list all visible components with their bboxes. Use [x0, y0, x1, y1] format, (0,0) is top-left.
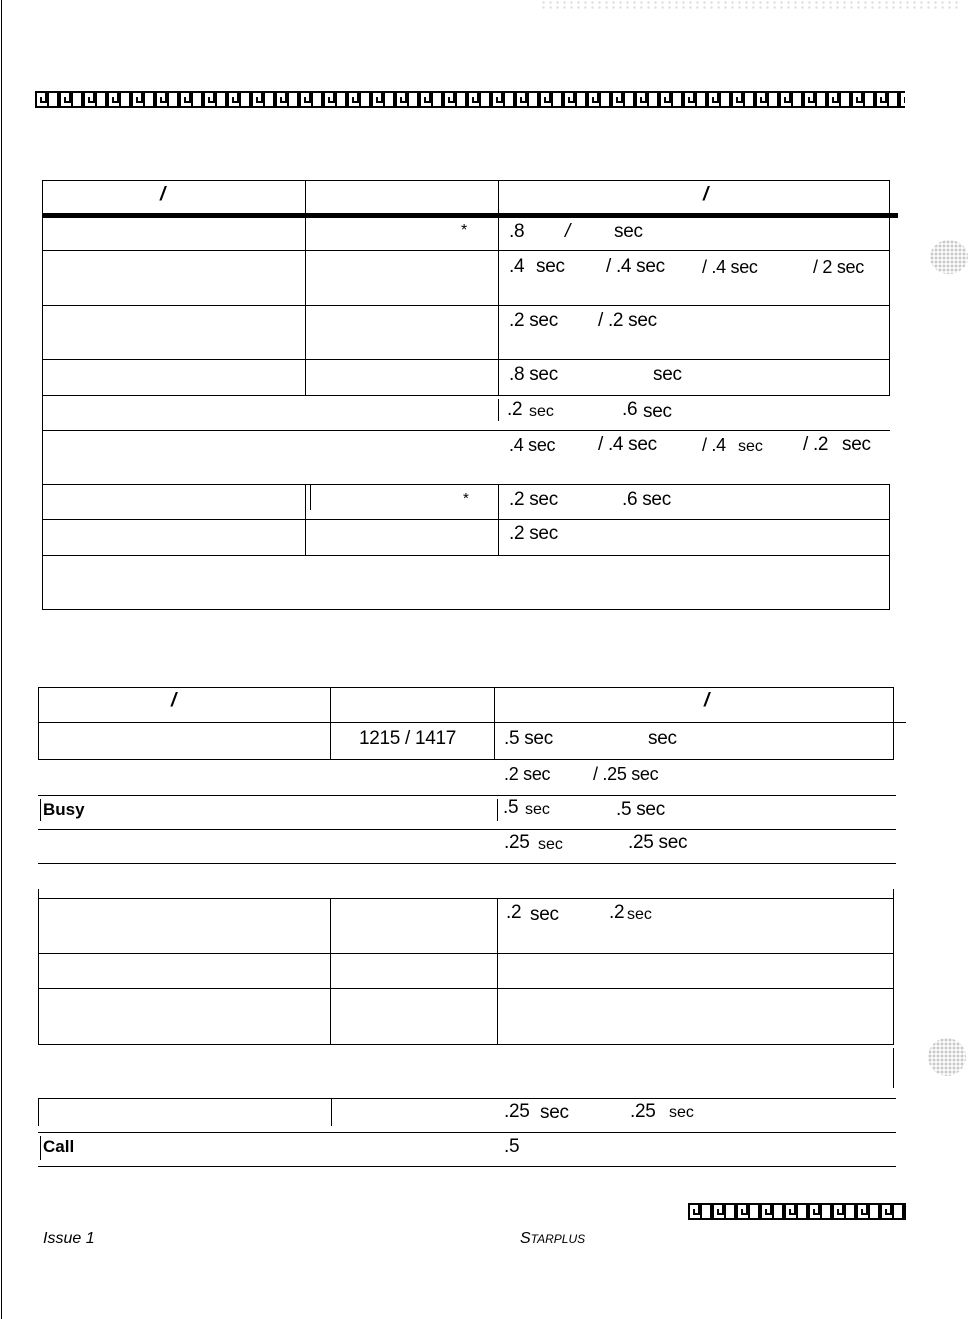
table1-row2-v4: / 2 sec — [813, 257, 864, 277]
table2-row1-col2: 1215 / 1417 — [359, 728, 457, 749]
table1-row1-slash: / — [565, 221, 571, 242]
page-edge-line — [1, 0, 2, 1319]
footer-product-prefix: S — [520, 1230, 531, 1247]
table2-header-col1-slash: / — [171, 690, 177, 711]
table2-row4-v2: .25 sec — [628, 832, 688, 853]
table2-row2-v2: / .25 sec — [593, 764, 659, 784]
table1-top-border — [42, 180, 890, 181]
table4-row2-label: Call — [43, 1137, 75, 1156]
scan-noise — [540, 0, 960, 10]
table1-row6-v2: / .4 sec — [598, 434, 657, 455]
table2-row3-v1: .5 — [503, 797, 519, 818]
table1-header-col1-slash: / — [160, 184, 166, 205]
table1-row3-v1: .2 sec — [509, 310, 558, 331]
table1-row7-v1: .2 sec — [509, 489, 558, 510]
table1-row6-u4: sec — [842, 434, 871, 455]
table2-header-col3-slash: / — [704, 690, 710, 711]
table3-row1-v2: .2 — [609, 902, 625, 923]
table2-row3-u1: sec — [525, 801, 550, 818]
table1-header-rule — [42, 213, 898, 218]
table2-row4-u1: sec — [538, 836, 563, 853]
table1-row6-v4: / .2 — [803, 434, 829, 455]
binder-hole-mark-2 — [928, 1038, 966, 1076]
table2-row3-v2: .5 sec — [616, 799, 665, 820]
footer-product-rest: TARPLUS — [530, 1232, 586, 1246]
greek-key-border-top — [35, 90, 905, 108]
table1-row3-v2: / .2 sec — [598, 310, 657, 331]
table1-row2-v1: .4 — [509, 256, 525, 277]
table1-row1-value: .8 — [509, 221, 525, 242]
table2-row4-v1: .25 — [504, 832, 530, 853]
table1-header-col3-slash: / — [703, 184, 709, 205]
table1-row5-v1: .2 — [507, 399, 523, 420]
table1-row4-v1: .8 sec — [509, 364, 558, 385]
table3-row1-v1: .2 — [506, 902, 522, 923]
table4-row1-u2: sec — [669, 1104, 694, 1121]
table4-row2-v1: .5 — [504, 1136, 520, 1157]
table1-row7-col2-asterisk: * — [463, 490, 469, 507]
table4-row1-v1: .25 — [504, 1101, 530, 1122]
table1-row1-unit: sec — [614, 221, 643, 242]
footer-product — [520, 1228, 585, 1250]
table2-row2-v1: .2 sec — [504, 764, 551, 784]
table2-row1-u2: sec — [648, 728, 677, 749]
table1-row7-v2: .6 sec — [622, 489, 671, 510]
table1-row8-v1: .2 sec — [509, 523, 558, 544]
table1-row6-v1: .4 sec — [509, 435, 556, 455]
binder-hole-mark-1 — [930, 240, 968, 274]
table2-row1-v1: .5 sec — [504, 728, 553, 749]
table2-row3-label: Busy — [43, 800, 85, 819]
table1-bottom-border — [42, 609, 890, 610]
table1-row4-u2: sec — [653, 364, 682, 385]
table1-row2-v2: / .4 sec — [606, 256, 665, 277]
table3-row1-u2: sec — [627, 906, 652, 923]
table1-row2-v3: / .4 sec — [702, 257, 758, 277]
table1-row5-u1: sec — [529, 403, 554, 420]
table1-row2-u1: sec — [536, 256, 565, 277]
table1-row6-u3: sec — [738, 438, 763, 455]
table4-row1-v2: .25 — [630, 1101, 656, 1122]
table1-row5-u2: sec — [643, 401, 672, 422]
table1-row5-v2: .6 — [622, 399, 638, 420]
table4-row1-u1: sec — [540, 1102, 569, 1123]
table3-row1-u1: sec — [530, 904, 559, 925]
greek-key-border-footer — [688, 1202, 906, 1220]
footer-issue: Issue 1 — [43, 1230, 95, 1247]
table1-row1-col2-asterisk: * — [461, 222, 468, 239]
table1-row6-v3: / .4 — [702, 435, 726, 455]
